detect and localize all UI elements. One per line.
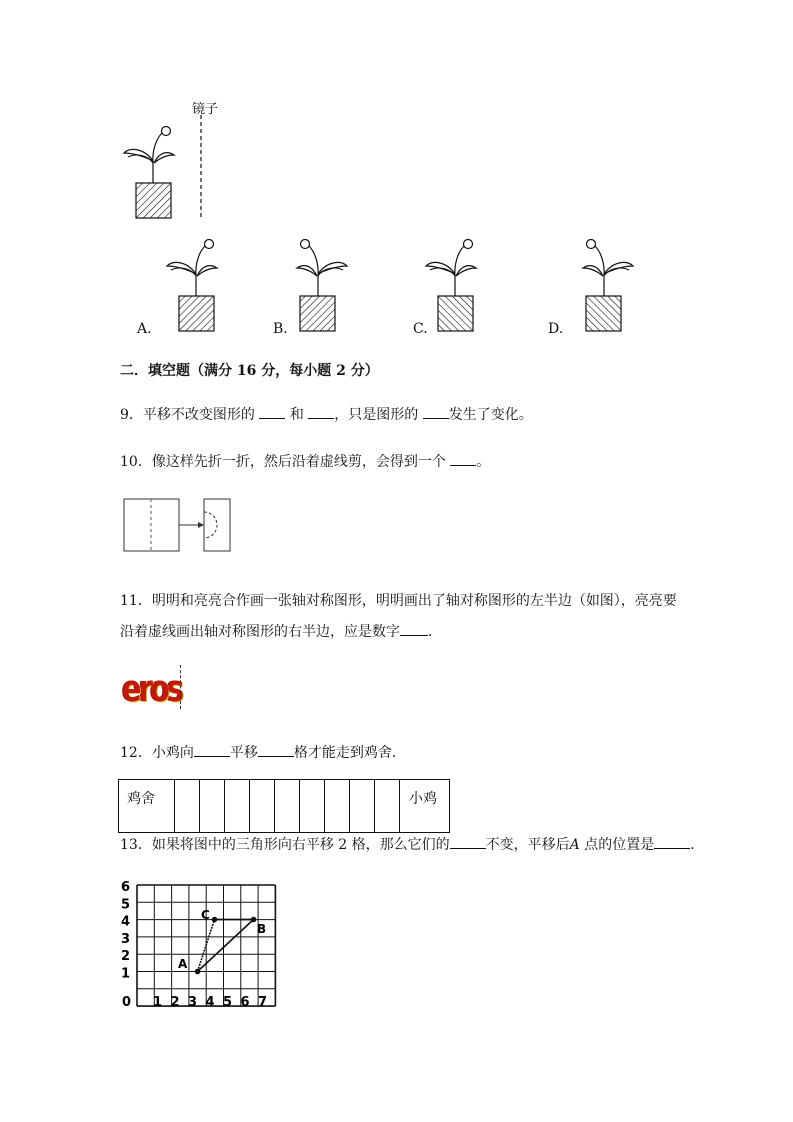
q13-text-4: . (690, 837, 695, 853)
x-axis-ticks (122, 995, 267, 1010)
label-b: B (257, 922, 267, 936)
q10-text-2: 。 (476, 454, 491, 470)
option-d-plant[interactable] (583, 240, 633, 332)
x-tick-label: 0 (122, 995, 132, 1010)
chick-cell: 小鸡 (400, 780, 450, 833)
grid-cell (375, 780, 400, 833)
coordinate-grid-figure (110, 876, 290, 1016)
q9-text-2: 和 (289, 407, 304, 423)
chicken-path-grid (118, 779, 450, 833)
option-c-label: C. (413, 321, 428, 337)
q10-blank[interactable] (450, 451, 476, 466)
q12-blank-2[interactable] (258, 742, 294, 757)
question-13 (120, 834, 695, 854)
point-a (195, 969, 201, 975)
question-12 (120, 742, 396, 762)
question-11-line-1: 11．明明和亮亮合作画一张轴对称图形，明明画出了轴对称图形的左半边（如图），亮亮要 (120, 593, 677, 609)
q12-text-3: 格才能走到鸡舍. (293, 745, 397, 761)
y-tick-label: 6 (121, 880, 131, 895)
q13-point-name: A (569, 837, 580, 853)
q12-blank-1[interactable] (194, 742, 230, 757)
grid-cell (300, 780, 325, 833)
option-a-label: A. (137, 321, 152, 337)
option-c-plant[interactable] (426, 240, 476, 332)
y-tick-label: 5 (121, 897, 131, 913)
q11-text: 沿着虚线画出轴对称图形的右半边，应是数字 (120, 624, 400, 640)
x-tick-label: 7 (258, 995, 268, 1010)
question-10 (120, 451, 490, 471)
grid-cell (175, 780, 200, 833)
grid-cell (200, 780, 225, 833)
y-tick-label: 4 (121, 914, 131, 930)
y-axis-ticks (121, 880, 130, 982)
q10-text-1: 10．像这样先折一折，然后沿着虚线剪，会得到一个 (120, 454, 446, 470)
q11-end: . (428, 624, 433, 640)
x-tick-label: 5 (223, 995, 233, 1010)
q13-text-3: 点的位置是 (579, 837, 655, 853)
original-plant (124, 127, 174, 219)
q9-text-4: 发生了变化。 (448, 407, 533, 423)
q13-text-2: 不变，平移后 (485, 837, 570, 853)
label-a: A (178, 957, 188, 971)
grid-cell (250, 780, 275, 833)
grid-cell (350, 780, 375, 833)
half-figure-word: eros (122, 667, 182, 709)
option-b-label: B. (273, 321, 288, 337)
point-c (212, 917, 218, 923)
q13-blank-2[interactable] (654, 834, 690, 849)
y-tick-label: 2 (121, 949, 131, 965)
q13-text-1: 13．如果将图中的三角形向右平移 2 格，那么它们的 (120, 837, 450, 853)
grid-cell (325, 780, 350, 833)
question-9 (120, 404, 533, 424)
x-tick-label: 4 (205, 995, 215, 1010)
x-tick-label: 6 (240, 995, 250, 1010)
grid-cell (225, 780, 250, 833)
q9-blank-3[interactable] (423, 404, 449, 419)
x-tick-label: 2 (170, 995, 180, 1010)
option-a-plant[interactable] (167, 240, 217, 332)
y-tick-label: 1 (121, 966, 131, 982)
coop-cell: 鸡舍 (119, 780, 175, 833)
q13-blank-1[interactable] (450, 834, 486, 849)
y-tick-label: 3 (121, 931, 131, 947)
q9-blank-2[interactable] (308, 404, 334, 419)
x-tick-label: 1 (153, 995, 163, 1010)
q9-text-1: 9．平移不改变图形的 (120, 407, 255, 423)
x-tick-label: 3 (188, 995, 198, 1010)
q11-blank[interactable] (400, 621, 428, 636)
symmetry-axis (180, 665, 181, 709)
point-b (251, 917, 257, 923)
fold-cut-figure (118, 494, 238, 556)
half-figure-image (122, 665, 184, 709)
mirror-label: 镜子 (192, 102, 219, 117)
label-c: C (201, 908, 210, 922)
question-11-line-2 (120, 621, 432, 641)
option-d-label: D. (548, 321, 564, 337)
q9-text-3: ，只是图形的 (334, 407, 419, 423)
q9-blank-1[interactable] (259, 404, 285, 419)
q12-text-2: 平移 (229, 745, 258, 761)
option-b-plant[interactable] (297, 240, 347, 332)
triangle (195, 917, 257, 975)
section-heading: 二．填空题（满分 16 分，每小题 2 分） (120, 363, 379, 379)
grid-cell (275, 780, 300, 833)
mirror-plant-figure (0, 0, 793, 345)
q12-text-1: 12．小鸡向 (120, 745, 194, 761)
